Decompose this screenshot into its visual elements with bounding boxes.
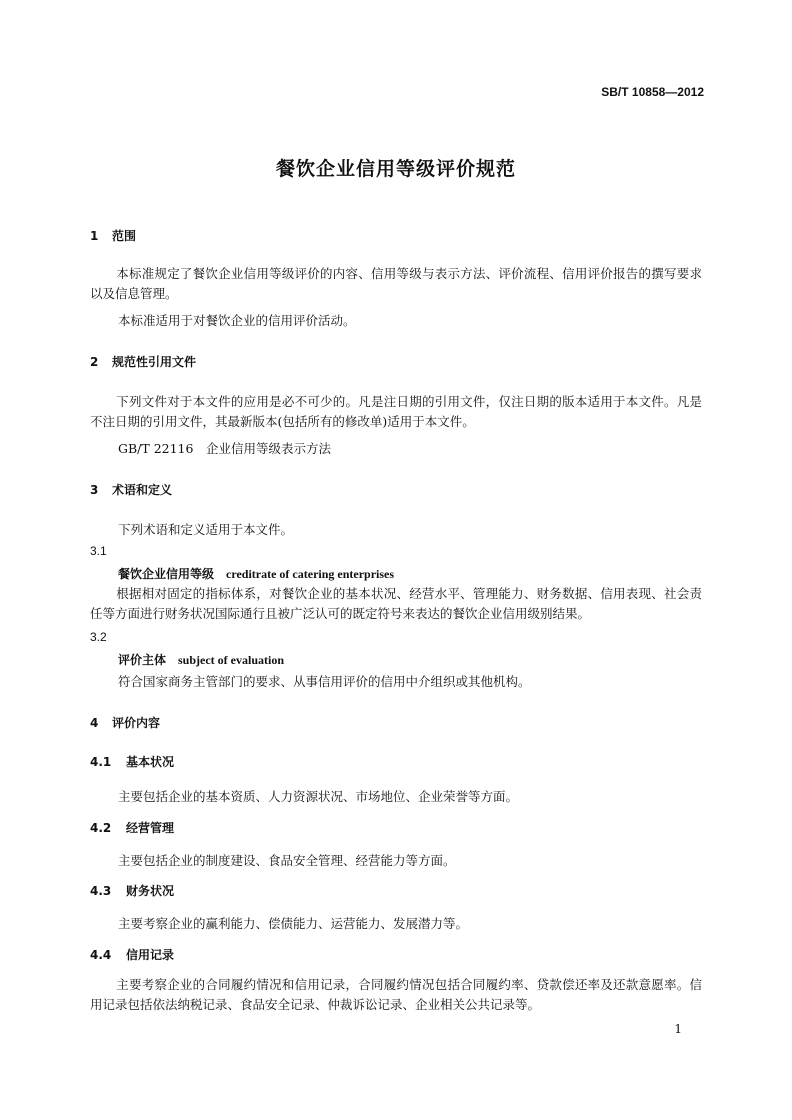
section-2-paragraph-1 <box>90 392 702 432</box>
section-number: 4 <box>90 716 99 730</box>
clause-title: 信用记录 <box>126 948 175 962</box>
section-4-heading <box>90 714 160 731</box>
standard-number: SB/T 10858—2012 <box>601 85 704 99</box>
clause-4-1-heading <box>90 753 174 770</box>
clause-number: 4.4 <box>90 948 112 962</box>
section-number: 3 <box>90 483 99 497</box>
clause-title: 基本状况 <box>126 755 175 769</box>
section-3-paragraph-1: 下列术语和定义适用于本文件。 <box>118 522 294 537</box>
clause-4-2-text: 主要包括企业的制度建设、食品安全管理、经营能力等方面。 <box>118 853 456 868</box>
term-chinese: 餐饮企业信用等级 <box>118 567 215 581</box>
clause-4-4-text <box>90 975 702 1015</box>
section-title: 范围 <box>112 229 137 243</box>
term-chinese: 评价主体 <box>118 653 167 667</box>
clause-number: 4.1 <box>90 755 112 769</box>
paragraph-text: 主要考察企业的合同履约情况和信用记录，合同履约情况包括合同履约率、贷款偿还率及还款意愿率。信用记录包括依法纳税记录、食品安全记录、仲裁诉讼记录、企业相关公共记录等。 <box>90 977 702 1012</box>
term-3-2-heading <box>118 651 284 668</box>
clause-title: 财务状况 <box>126 884 175 898</box>
paragraph-text: 本标准规定了餐饮企业信用等级评价的内容、信用等级与表示方法、评价流程、信用评价报告的撰写要求以及信息管理。 <box>90 266 702 301</box>
section-1-paragraph-2: 本标准适用于对餐饮企业的信用评价活动。 <box>118 313 356 328</box>
term-3-1-number: 3.1 <box>90 544 107 558</box>
section-1-paragraph-1 <box>90 264 702 304</box>
term-3-2-number: 3.2 <box>90 630 107 644</box>
term-3-1-heading <box>118 565 394 582</box>
document-title: 餐饮企业信用等级评价规范 <box>275 158 516 180</box>
clause-4-1-text: 主要包括企业的基本资质、人力资源状况、市场地位、企业荣誉等方面。 <box>118 789 519 804</box>
section-title: 评价内容 <box>112 716 161 730</box>
term-english: subject of evaluation <box>178 653 285 667</box>
definition-text: 根据相对固定的指标体系，对餐饮企业的基本状况、经营水平、管理能力、财务数据、信用表现、社会责任等方面进行财务状况国际通行且被广泛认可的既定符号来表达的餐饮企业信用级别结果。 <box>90 586 702 621</box>
section-title: 术语和定义 <box>112 483 173 497</box>
clause-4-3-text: 主要考察企业的赢利能力、偿债能力、运营能力、发展潜力等。 <box>118 916 469 931</box>
clause-number: 4.2 <box>90 821 112 835</box>
section-title: 规范性引用文件 <box>112 355 197 369</box>
section-2-heading <box>90 353 196 370</box>
section-3-heading <box>90 481 172 498</box>
clause-4-3-heading <box>90 882 174 899</box>
section-number: 1 <box>90 229 99 243</box>
normative-reference: GB/T 22116 企业信用等级表示方法 <box>118 441 331 456</box>
clause-4-2-heading <box>90 819 174 836</box>
section-1-heading <box>90 227 136 244</box>
section-number: 2 <box>90 355 99 369</box>
term-3-2-definition: 符合国家商务主管部门的要求、从事信用评价的信用中介组织或其他机构。 <box>118 674 531 689</box>
clause-title: 经营管理 <box>126 821 175 835</box>
clause-4-4-heading <box>90 946 174 963</box>
term-english: creditrate of catering enterprises <box>226 567 395 581</box>
term-3-1-definition <box>90 584 702 624</box>
page-number: 1 <box>674 1022 682 1036</box>
clause-number: 4.3 <box>90 884 112 898</box>
paragraph-text: 下列文件对于本文件的应用是必不可少的。凡是注日期的引用文件，仅注日期的版本适用于本文件。凡是不注日期的引用文件，其最新版本(包括所有的修改单)适用于本文件。 <box>90 394 702 429</box>
